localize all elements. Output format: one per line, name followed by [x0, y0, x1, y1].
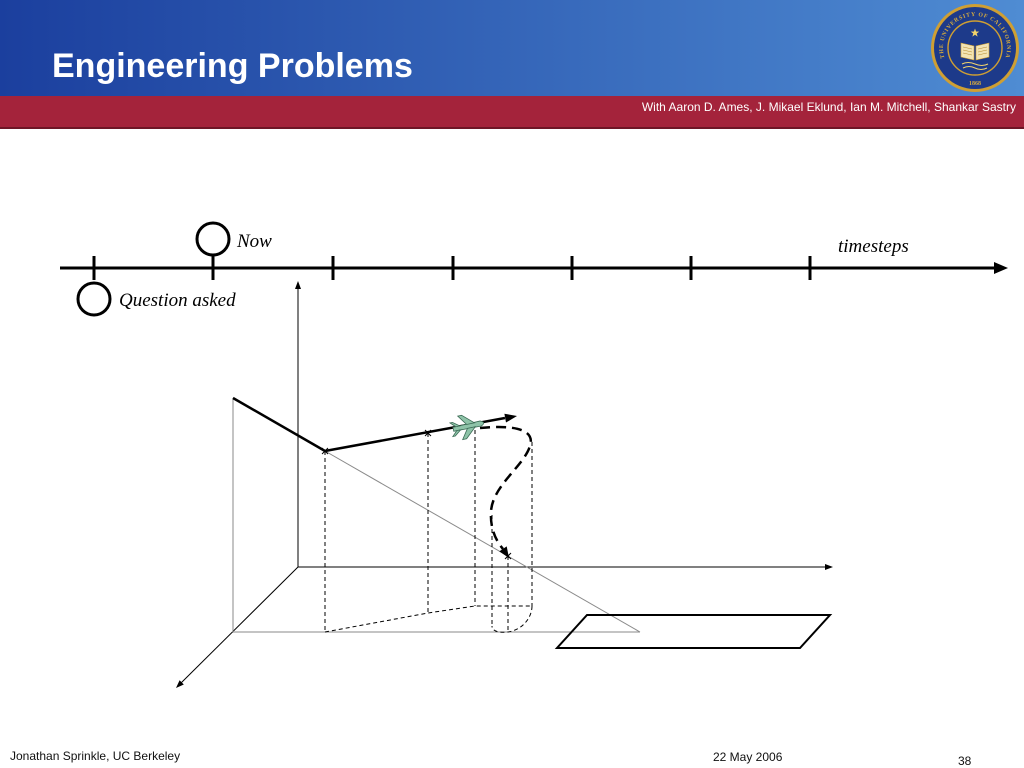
slide-header [0, 0, 1024, 129]
slide-title: Engineering Problems [52, 47, 413, 85]
timeline-arrowhead [994, 262, 1008, 274]
horizontal-axis-arrowhead [825, 564, 833, 570]
timeline [60, 223, 1008, 315]
footer-author: Jonathan Sprinkle, UC Berkeley [10, 749, 181, 763]
airplane-icon [449, 411, 486, 441]
uc-seal-icon [931, 4, 1019, 92]
trajectory-diagram [176, 281, 833, 688]
past-trajectory [233, 398, 325, 451]
question-asked-label: Question asked [119, 290, 236, 311]
ground-track-loop [492, 606, 532, 632]
vertical-axis-arrowhead [295, 281, 301, 289]
predicted-maneuver [480, 427, 531, 549]
footer-date: 22 May 2006 [713, 750, 783, 764]
seal-ring-text: THE UNIVERSITY OF CALIFORNIA [938, 11, 1012, 60]
now-label: Now [237, 231, 272, 252]
slide-footer [10, 749, 972, 768]
slide-authors: With Aaron D. Ames, J. Mikael Eklund, Ian M. Mitchell, Shankar Sastry [641, 100, 1016, 114]
depth-axis [181, 567, 298, 683]
header-band-shadow [0, 127, 1024, 129]
trajectory-arrowhead [504, 414, 517, 423]
seal-year: 1868 [969, 81, 981, 87]
now-marker [197, 223, 229, 255]
question-marker [78, 283, 110, 315]
plane-diagonal [325, 451, 640, 632]
page-number: 38 [958, 754, 972, 768]
timesteps-label: timesteps [838, 236, 909, 257]
